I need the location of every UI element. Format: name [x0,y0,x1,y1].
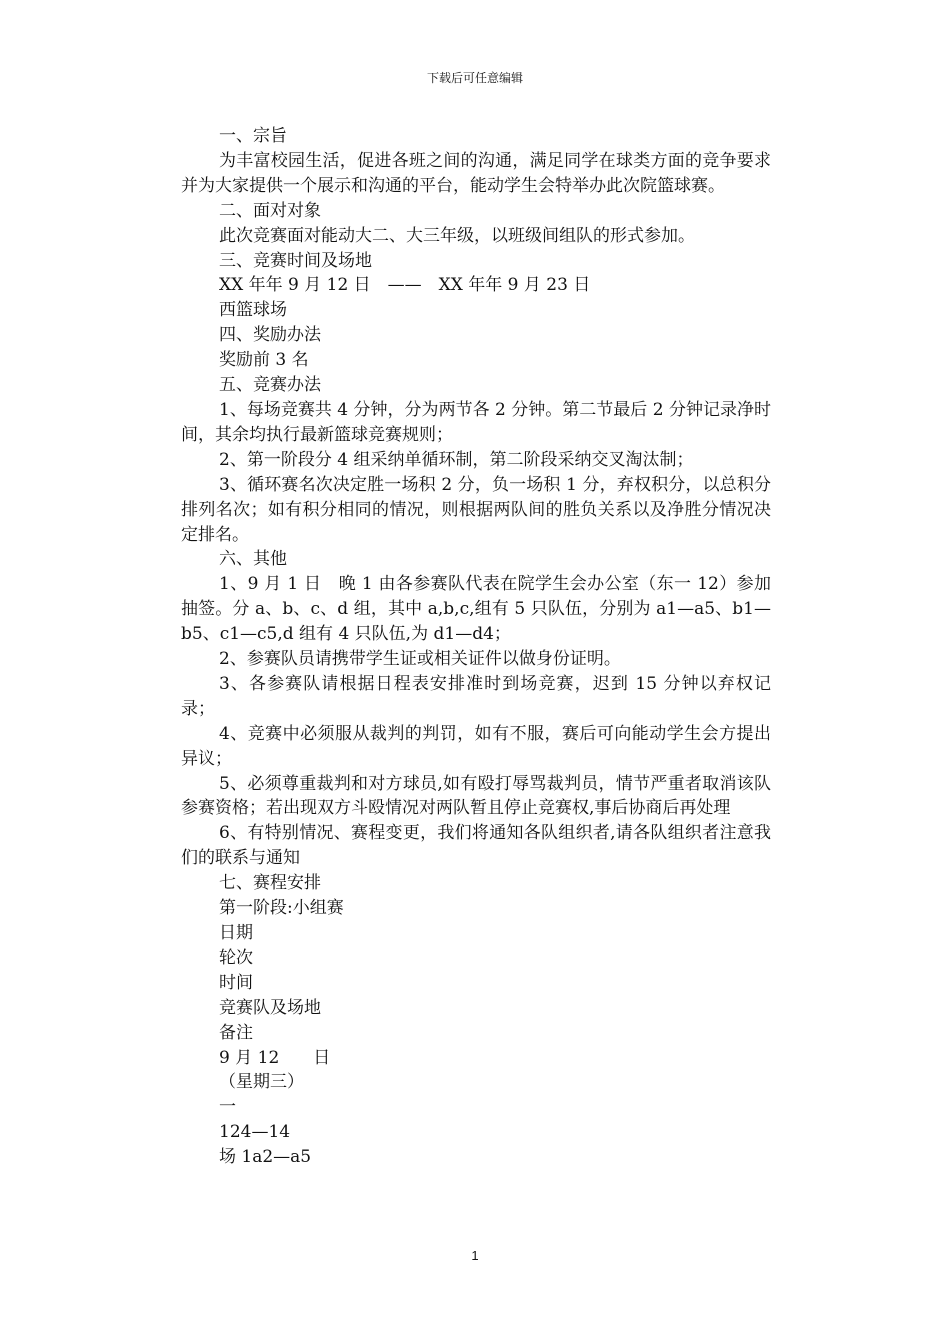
paragraph: 备注 [219,1022,253,1043]
paragraph: 三、竞赛时间及场地 [219,250,372,271]
paragraph: 2、第一阶段分 4 组采纳单循环制，第二阶段采纳交叉淘汰制； [219,449,694,470]
paragraph: 9 月 12 日 [219,1047,331,1068]
paragraph: 为丰富校园生活，促进各班之间的沟通，满足同学在球类方面的竞争要求并为大家提供一个展示和沟通的平台，能动学生会特举办此次院篮球赛。 [181,150,771,196]
paragraph: 第一阶段:小组赛 [219,898,344,919]
paragraph: 轮次 [219,947,253,968]
paragraph: 3、各参赛队请根据日程表安排准时到场竞赛，迟到 15 分钟以弃权记录； [181,673,771,719]
paragraph: （星期三） [219,1072,304,1093]
paragraph: 一、宗旨 [219,126,287,146]
paragraph: 五、竞赛办法 [219,375,321,396]
paragraph: 1、9 月 1 日 晚 1 由各参赛队代表在院学生会办公室（东一 12）参加抽签。分 a、b、c、d 组，其中 a,b,c,组有 5 只队伍，分别为 a1—a5、b1—b5、c1—c5,d 组有 4 只队伍,为 d1—d4； [181,574,771,645]
page-number: 1 [471,1248,479,1263]
paragraph: 4、竞赛中必须服从裁判的判罚，如有不服，赛后可向能动学生会方提出异议； [181,723,771,769]
paragraph: XX 年年 9 月 12 日 —— XX 年年 9 月 23 日 [219,275,591,296]
paragraph: 竞赛队及场地 [219,997,321,1018]
paragraph: 西篮球场 [219,300,287,321]
page-header: 下载后可任意编辑 [426,71,523,85]
paragraph: 时间 [219,972,253,993]
paragraph: 此次竞赛面对能动大二、大三年级，以班级间组队的形式参加。 [219,225,695,246]
paragraph: 日期 [219,923,253,943]
paragraph: 二、面对对象 [219,200,321,221]
document-body [181,124,771,1170]
paragraph: 6、有特别情况、赛程变更，我们将通知各队组织者,请各队组织者注意我们的联系与通知 [181,823,771,869]
paragraph: 奖励前 3 名 [219,350,309,371]
paragraph: 2、参赛队员请携带学生证或相关证件以做身份证明。 [219,649,621,670]
paragraph: 七、赛程安排 [219,873,321,894]
paragraph: 5、必须尊重裁判和对方球员,如有殴打辱骂裁判员，情节严重者取消该队参赛资格；若出现双方斗殴情况对两队暂且停止竞赛权,事后协商后再处理 [181,773,771,819]
paragraph: 1、每场竞赛共 4 分钟，分为两节各 2 分钟。第二节最后 2 分钟记录净时间，其余均执行最新篮球竞赛规则； [181,399,771,445]
paragraph: 六、其他 [219,549,287,570]
paragraph: 场 1a2—a5 [219,1147,312,1168]
paragraph: 一 [219,1097,236,1118]
paragraph: 四、奖励办法 [219,325,321,346]
paragraph: 3、循环赛名次决定胜一场积 2 分，负一场积 1 分，弃权积分，以总积分排列名次；如有积分相同的情况，则根据两队间的胜负关系以及净胜分情况决定排名。 [181,474,771,545]
paragraph: 124—14 [219,1122,291,1143]
